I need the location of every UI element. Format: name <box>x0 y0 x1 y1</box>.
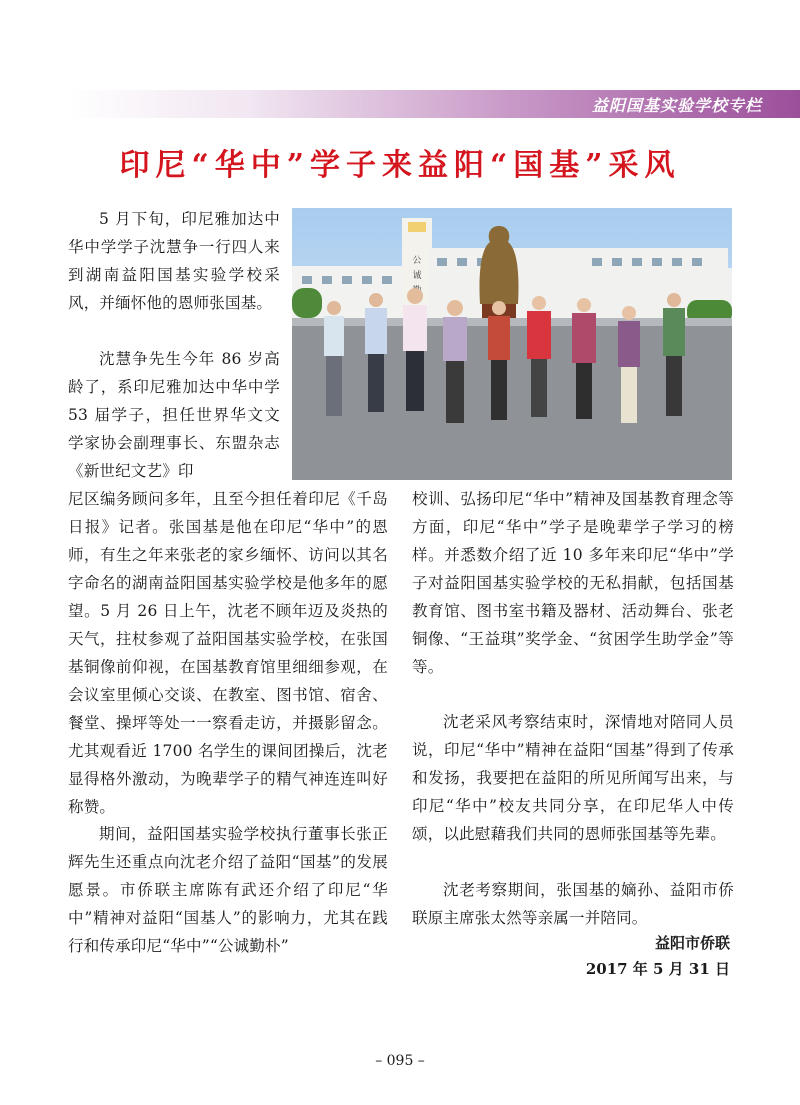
group-photo <box>292 208 732 480</box>
people-group <box>324 288 685 423</box>
paragraph-2a: 沈慧争先生今年 86 岁高龄了，系印尼雅加达中华中学 53 届学子，担任世界华文文学家协会副理事长、东盟杂志《新世纪文艺》印 <box>68 350 280 480</box>
article-title: 印尼“华中”学子来益阳“国基”采风 <box>119 148 681 183</box>
column-name: 益阳国基实验学校专栏 <box>591 96 762 115</box>
signature-org: 益阳市侨联 <box>654 934 730 952</box>
paragraph-3b: 校训、弘扬印尼“华中”精神及国基教育理念等方面，印尼“华中”学子是晚辈学子学习的榜样。并悉数介绍了近 10 多年来印尼“华中”学子对益阳国基实验学校的无私捐献，包括国基教育馆、图书室书籍及器材、活动舞台、张老铜像、“王益琪”奖学金、“贫困学生助学金”等等。 <box>412 490 734 676</box>
signature-date: 2017 年 5 月 31 日 <box>585 960 730 978</box>
paragraph-5: 沈老考察期间，张国基的嫡孙、益阳市侨联原主席张太然等亲属一并陪同。 <box>412 881 734 927</box>
paragraph-1: 5 月下旬，印尼雅加达中华中学学子沈慧争一行四人来到湖南益阳国基实验学校采风，并缅怀他的恩师张国基。 <box>68 210 280 312</box>
paragraph-2b: 尼区编务顾问多年，且至今担任着印尼《千岛日报》记者。张国基是他在印尼“华中”的恩师，有生之年来张老的家乡缅怀、访问以其名字命名的湖南益阳国基实验学校是他多年的愿望。5 月 26 日上午，沈老不顾年迈及炎热的天气，拄杖参观了益阳国基实验学校，在张国基铜像前仰视，在国基教育馆里细细参观，在会议室里倾心交谈、在教室、图书馆、宿舍、餐堂、操坪等处一一察看走访，并摄影留念。尤其观看近 1700 名学生的课间团操后，沈老显得格外激动，为晚辈学子的精气神连连叫好称赞。 <box>68 490 388 816</box>
group-photo-drawing <box>292 208 732 480</box>
paragraph-4: 沈老采风考察结束时，深情地对陪同人员说，印尼“华中”精神在益阳“国基”得到了传承和发扬，我要把在益阳的所见所闻写出来，与印尼“华中”校友共同分享，在印尼华人中传颂，以此慰藉我们共同的恩师张国基等先辈。 <box>412 713 734 843</box>
paragraph-3a: 期间，益阳国基实验学校执行董事长张正辉先生还重点向沈老介绍了益阳“国基”的发展愿景。市侨联主席陈有武还介绍了印尼“华中”精神对益阳“国基人”的影响力，尤其在践行和传承印尼“华中”“公诚勤朴” <box>68 825 388 955</box>
building-sign-char-2: 诚 <box>412 271 422 281</box>
building-sign-char-1: 公 <box>412 256 422 266</box>
column-banner <box>68 90 800 118</box>
page-number: – 095 – <box>375 1053 425 1069</box>
